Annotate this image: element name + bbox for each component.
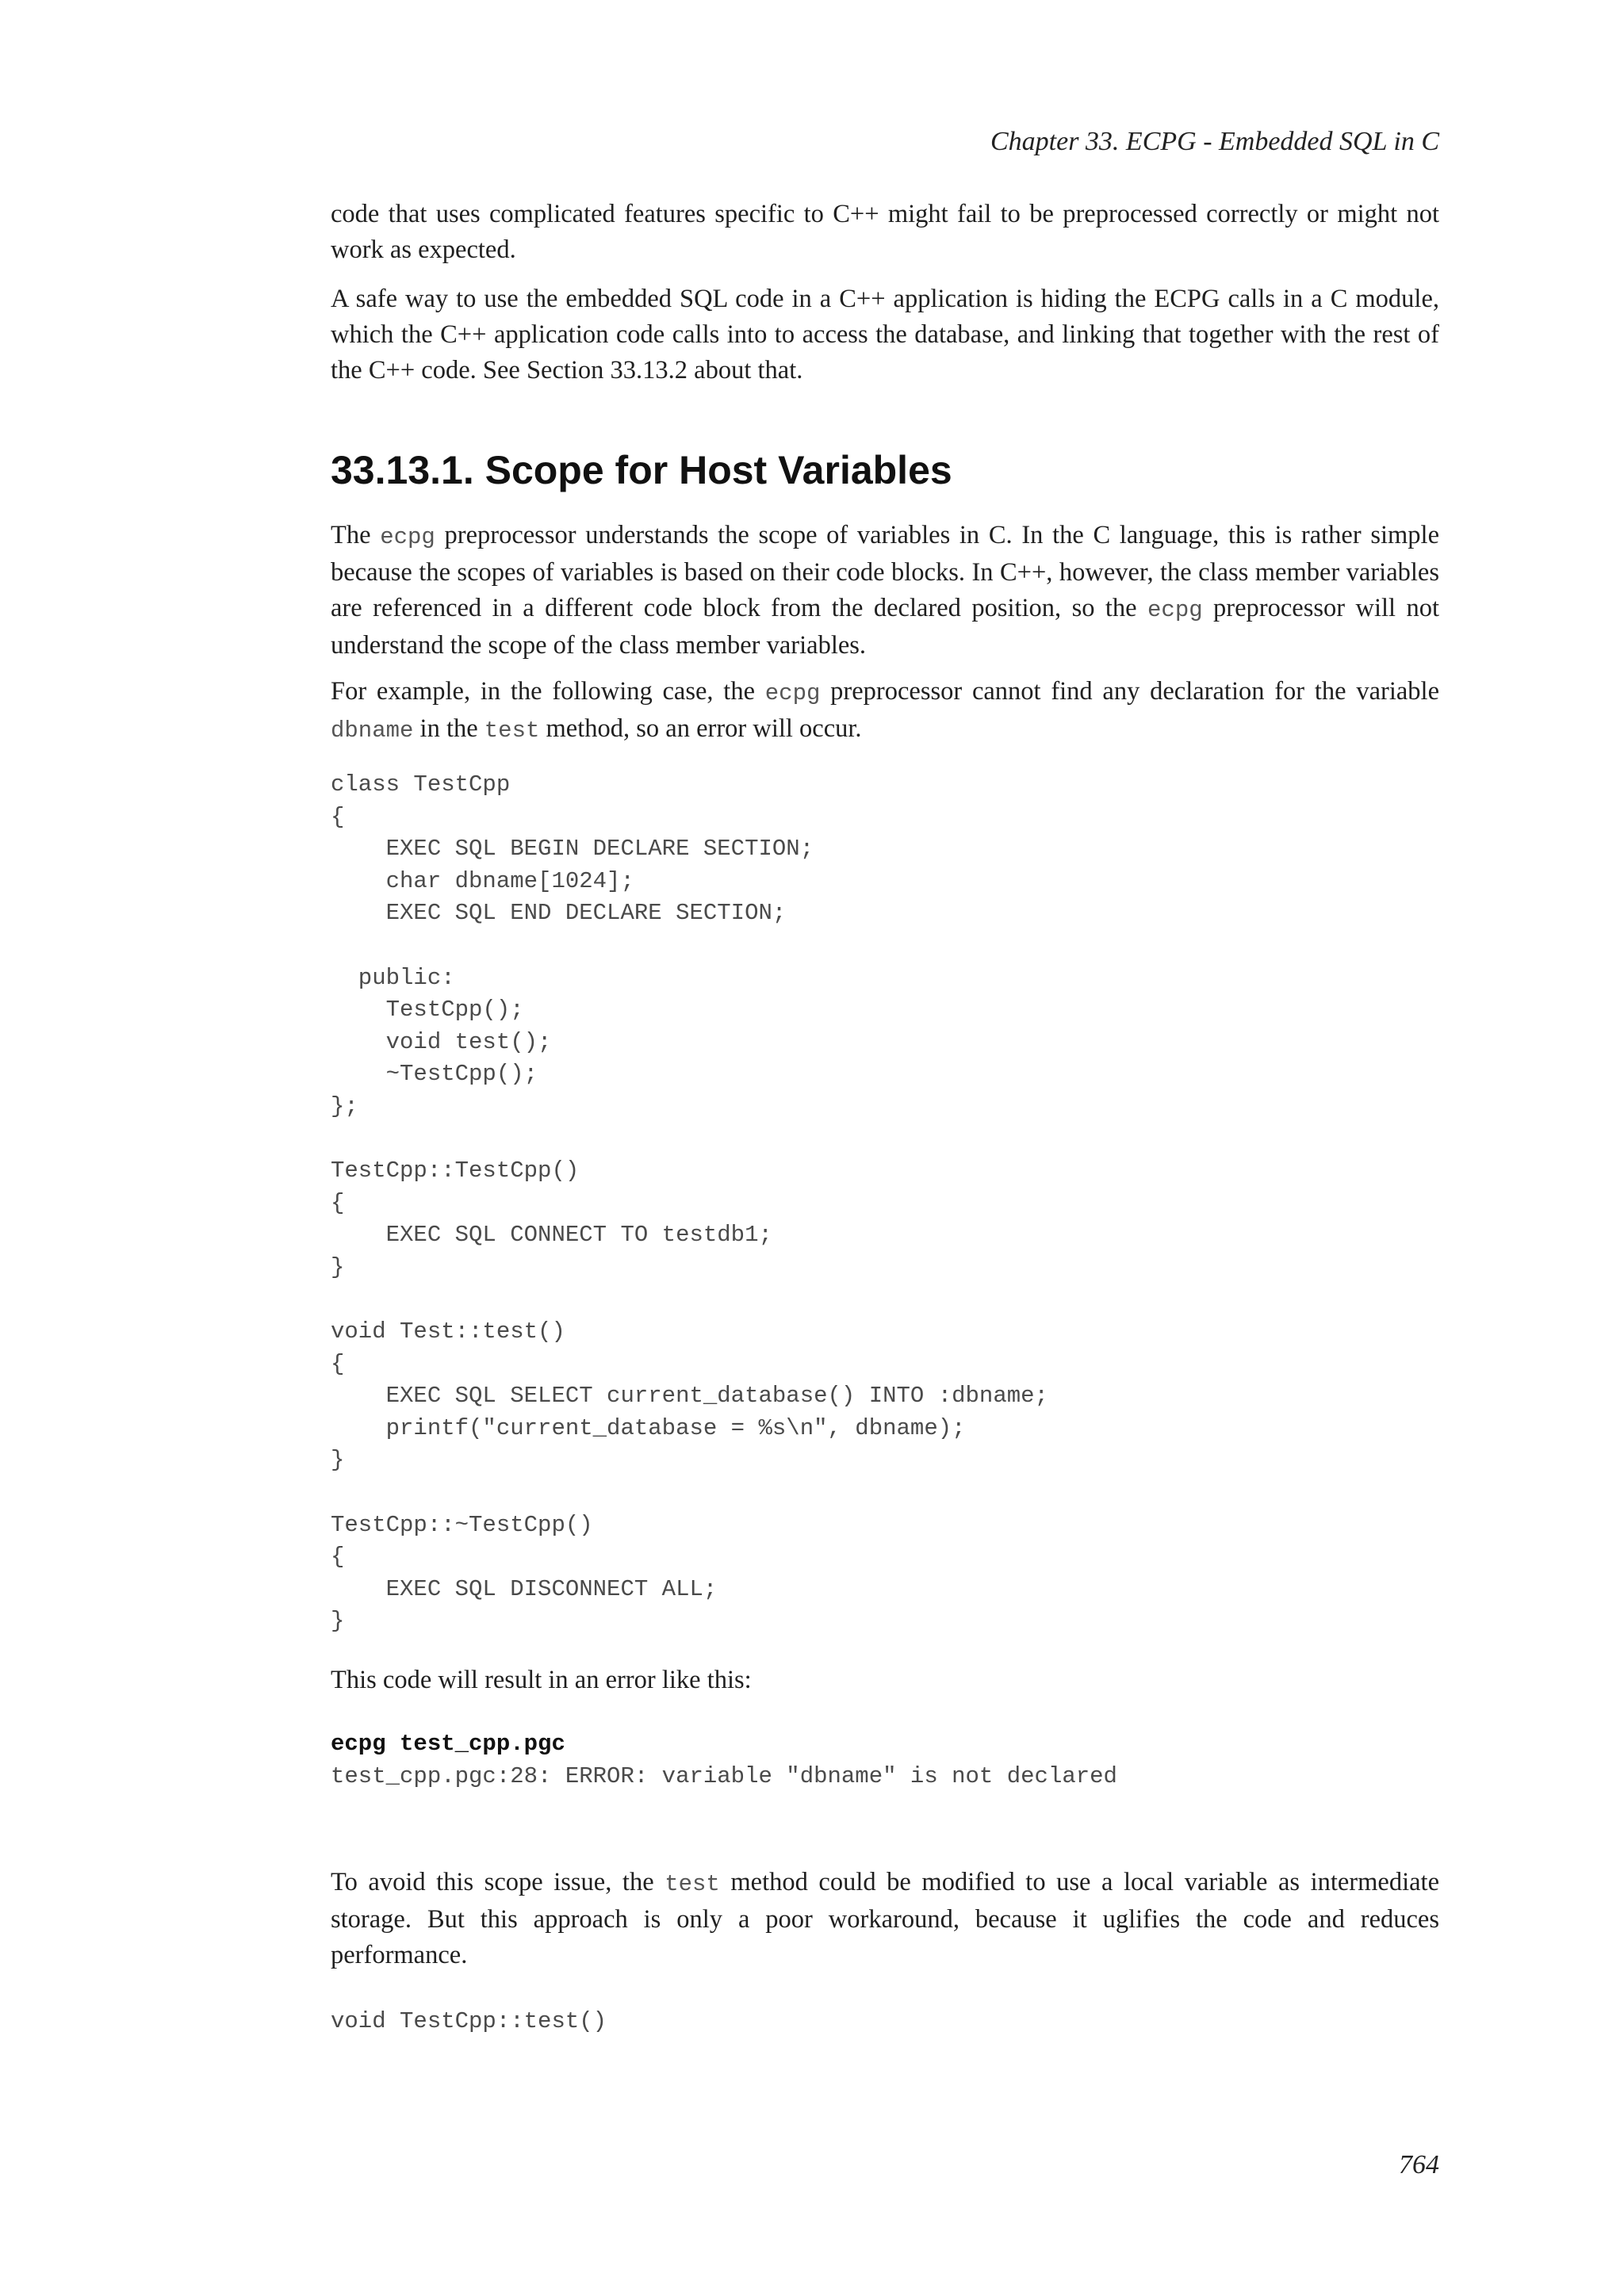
inline-code-test: test <box>665 1871 720 1897</box>
text-segment: To avoid this scope issue, the <box>331 1868 665 1896</box>
inline-code-ecpg: ecpg <box>380 524 435 550</box>
text-segment: preprocessor understands the scope of variables in C. In the C language, this is rather simple because the scopes of variables is based on their code blocks. In C++, however, the class member variables are referenced in a different code block from the declared position, so the <box>331 521 1439 622</box>
paragraph-safe-way: A safe way to use the embedded SQL code in a C++ application is hiding the ECPG calls in a C module, which the C++ application code calls into to access the database, and linking that together with the rest of the C++ code. See Section 33.13.2 about that. <box>331 285 1439 385</box>
text-segment: preprocessor will not understand the scope of the class member variables. <box>331 594 1439 660</box>
text-segment: method could be modified to use a local variable as intermediate storage. But this approach is only a poor workaround, because it uglifies the code and reduces performance. <box>331 1868 1439 1969</box>
error-command-line: ecpg test_cpp.pgc <box>331 1731 565 1757</box>
paragraph-intro-cpp-features: code that uses complicated features specific to C++ might fail to be preprocessed correctly or might not work as expected. <box>331 200 1439 264</box>
running-header: Chapter 33. ECPG - Embedded SQL in C <box>990 127 1439 156</box>
inline-code-ecpg: ecpg <box>764 680 821 706</box>
section-title: 33.13.1. Scope for Host Variables <box>331 448 952 492</box>
inline-code-ecpg: ecpg <box>1147 597 1203 623</box>
text-segment: The <box>331 521 381 549</box>
text-segment: in the <box>413 714 485 743</box>
code-block-testcpp-test: void TestCpp::test() <box>331 2008 607 2034</box>
code-block-error-output <box>331 1728 1117 1793</box>
paragraph-error-intro: This code will result in an error like this: <box>331 1666 752 1694</box>
text-segment: preprocessor cannot find any declaration for the variable <box>820 677 1439 706</box>
inline-code-dbname: dbname <box>331 718 414 744</box>
paragraph-example-intro <box>331 674 1439 748</box>
error-message-line: test_cpp.pgc:28: ERROR: variable "dbname" is not declared <box>331 1762 1117 1789</box>
page-number: 764 <box>1399 2150 1439 2179</box>
paragraph-scope-explanation <box>331 518 1439 664</box>
text-segment: method, so an error will occur. <box>539 714 862 743</box>
paragraph-avoid-scope-issue <box>331 1865 1439 1973</box>
text-segment: For example, in the following case, the <box>331 677 765 706</box>
inline-code-test: test <box>484 718 540 744</box>
code-block-testcpp-class: class TestCpp { EXEC SQL BEGIN DECLARE SECTION; char dbname[1024]; EXEC SQL END DECLARE SECTION; public: TestCpp(); void test(); ~TestCpp(); }; TestCpp::TestCpp() { EXEC SQL CONNECT TO testdb1; } void Test::test() { EXEC SQL SELECT current_database() INTO :dbname; printf("current_database = %s\n", dbname); } TestCpp::~TestCpp() { EXEC SQL DISCONNECT ALL; } <box>331 771 1048 1635</box>
